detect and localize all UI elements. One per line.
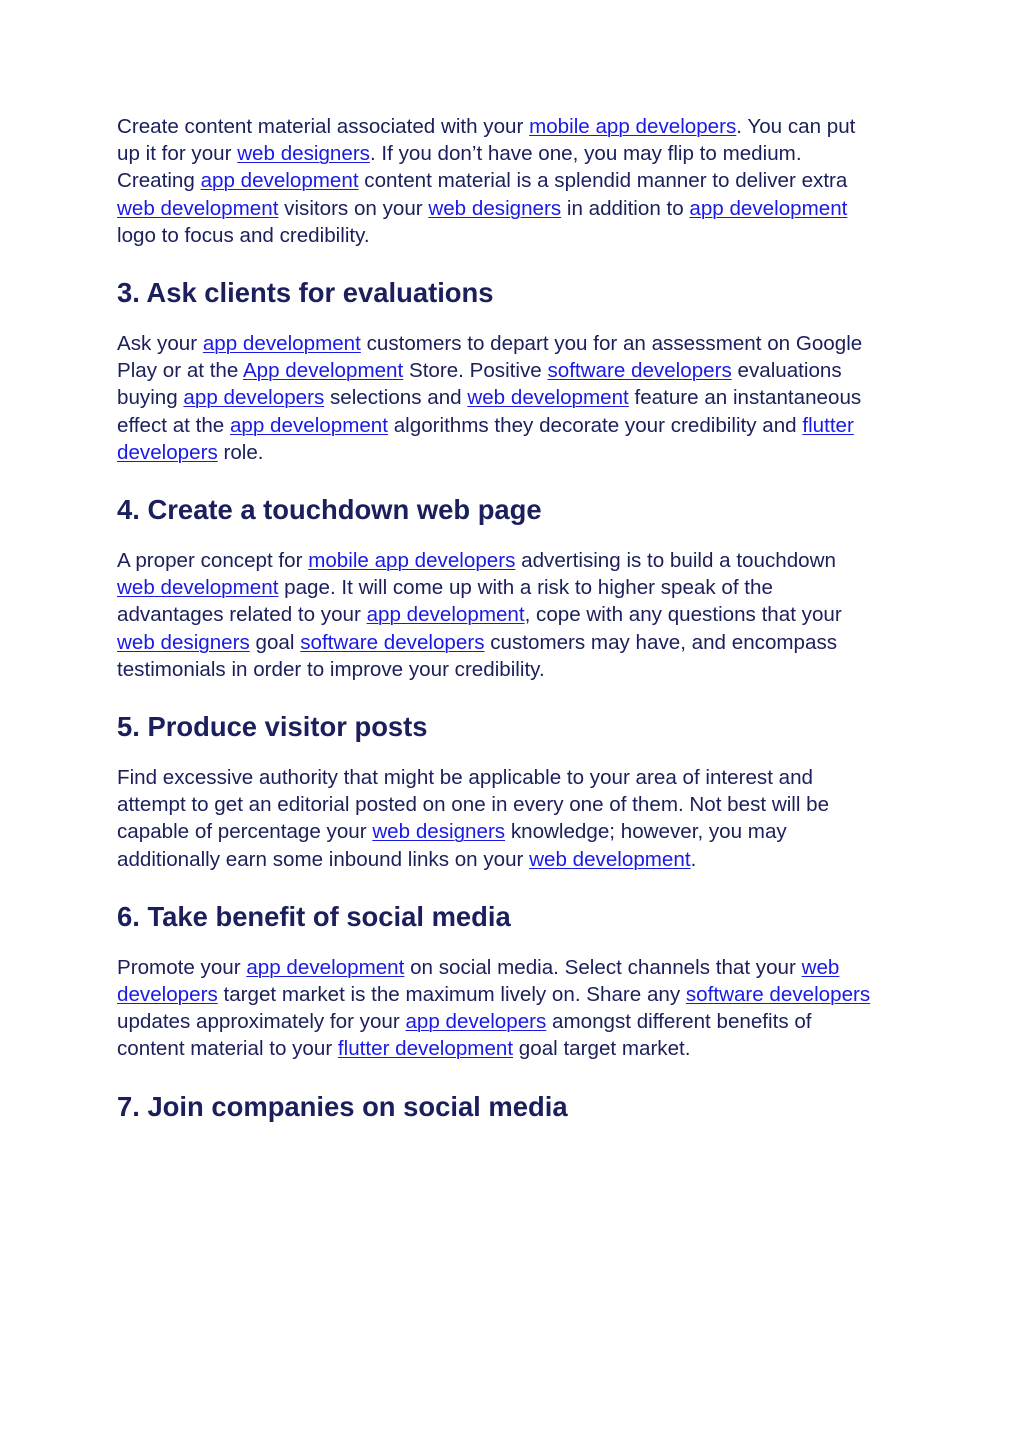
- paragraph-text: role.: [217, 440, 264, 464]
- paragraph-text: updates approximately for your: [117, 1010, 406, 1034]
- inline-link[interactable]: web development: [117, 196, 279, 220]
- paragraph-content-material: [117, 113, 877, 249]
- inline-link[interactable]: mobile app developers: [529, 115, 737, 138]
- inline-link[interactable]: software developers: [685, 983, 871, 1007]
- paragraph-text: in addition to: [561, 196, 690, 220]
- inline-link[interactable]: flutter developers: [117, 413, 854, 464]
- inline-link[interactable]: web designers: [372, 820, 506, 844]
- paragraph-text: evaluations buying: [117, 359, 842, 410]
- inline-link[interactable]: software developers: [300, 630, 485, 654]
- paragraph-text: page. It will come up with a risk to higher speak of the advantages related to your: [117, 576, 773, 627]
- inline-link[interactable]: web designers: [237, 142, 370, 166]
- paragraph-text: customers to depart you for an assessment on Google Play or at the: [117, 332, 863, 383]
- inline-link[interactable]: app developers: [183, 386, 325, 410]
- paragraph-text: advertising is to build a touchdown: [515, 549, 836, 573]
- inline-link[interactable]: web developers: [117, 955, 840, 1007]
- inline-link[interactable]: web designers: [428, 196, 562, 220]
- inline-link[interactable]: app development: [200, 169, 359, 193]
- inline-link[interactable]: App development: [242, 359, 404, 383]
- paragraph-ask-clients: [117, 330, 877, 466]
- inline-link[interactable]: web development: [467, 386, 629, 410]
- inline-link[interactable]: app development: [229, 413, 388, 437]
- paragraph-text: visitors on your: [278, 196, 429, 220]
- heading-join-companies: 7. Join companies on social media: [117, 1090, 568, 1122]
- paragraph-text: Ask your: [117, 332, 203, 356]
- inline-link[interactable]: app development: [366, 603, 525, 627]
- paragraph-text: customers may have, and encompass testimonials in order to improve your credibility.: [117, 630, 838, 681]
- paragraph-text: content material is a splendid manner to deliver extra: [358, 169, 848, 193]
- inline-link[interactable]: app developers: [405, 1010, 547, 1034]
- paragraph-social-media: [117, 954, 877, 1063]
- heading-ask-clients: 3. Ask clients for evaluations: [117, 277, 494, 309]
- paragraph-text: feature an instantaneous effect at the: [117, 386, 862, 437]
- paragraph-text: goal target market.: [513, 1037, 691, 1061]
- paragraph-text: Promote your: [117, 955, 247, 979]
- inline-link[interactable]: app development: [202, 332, 361, 356]
- paragraph-text: Store. Positive: [403, 359, 548, 383]
- paragraph-text: goal: [249, 630, 301, 654]
- paragraph-text: knowledge; however, you may additionally earn some inbound links on your: [117, 820, 787, 871]
- paragraph-text: amongst different benefits of content material to your: [117, 1010, 812, 1061]
- inline-link[interactable]: app development: [689, 196, 848, 220]
- paragraph-text: , cope with any questions that your: [524, 603, 842, 627]
- inline-link[interactable]: app development: [246, 955, 405, 979]
- paragraph-text: algorithms they decorate your credibility and: [387, 413, 803, 437]
- inline-link[interactable]: software developers: [547, 359, 732, 383]
- paragraph-text: . You can put up it for your: [117, 115, 856, 166]
- paragraph-text: .: [690, 847, 697, 871]
- inline-link[interactable]: web designers: [117, 630, 250, 654]
- inline-link[interactable]: flutter development: [337, 1037, 514, 1061]
- paragraph-text: Create content material associated with your: [117, 115, 530, 138]
- paragraph-text: target market is the maximum lively on. Share any: [217, 983, 686, 1007]
- heading-visitor-posts: 5. Produce visitor posts: [117, 711, 428, 743]
- paragraph-text: selections and: [324, 386, 468, 410]
- document-page: [117, 113, 877, 1124]
- paragraph-text: on social media. Select channels that your: [404, 955, 802, 979]
- inline-link[interactable]: mobile app developers: [308, 549, 516, 573]
- paragraph-text: . If you don’t have one, you may flip to medium. Creating: [117, 142, 802, 193]
- paragraph-touchdown-page: [117, 547, 877, 683]
- paragraph-text: Find excessive authority that might be applicable to your area of interest and attempt to get an editorial posted on one in every one of them. Not best will be capable of percentage your: [117, 766, 830, 844]
- paragraph-text: logo to focus and credibility.: [117, 223, 370, 247]
- paragraph-text: A proper concept for: [117, 549, 309, 573]
- inline-link[interactable]: web development: [117, 576, 279, 600]
- paragraph-visitor-posts: [117, 764, 877, 873]
- heading-touchdown-page: 4. Create a touchdown web page: [117, 494, 542, 526]
- heading-social-media: 6. Take benefit of social media: [117, 900, 511, 932]
- inline-link[interactable]: web development: [529, 847, 691, 871]
